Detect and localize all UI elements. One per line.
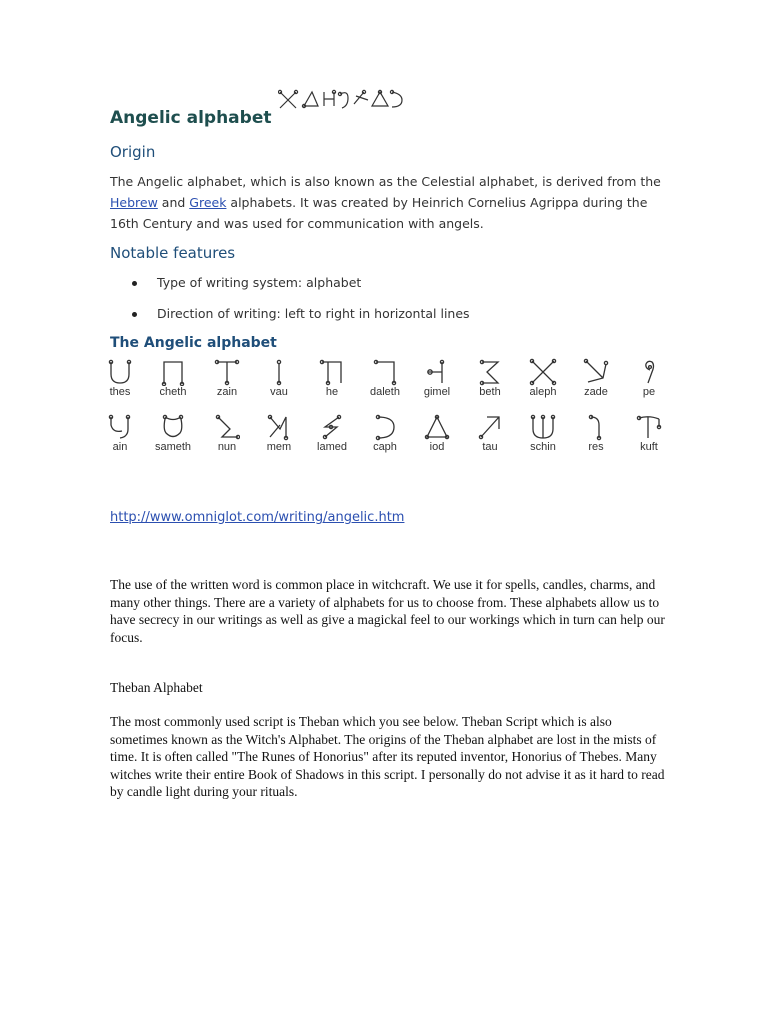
origin-paragraph [110,171,670,234]
list-item [110,272,470,303]
letter-name: gimel [423,386,451,398]
zade-glyph-icon [583,358,609,386]
letter-name: zade [584,386,608,398]
letter-name: sameth [154,441,192,453]
letter-name: tau [482,441,498,453]
aleph-glyph-icon [529,358,557,386]
res-glyph-icon [583,413,609,441]
letter-cell [95,413,145,454]
features-list [110,272,470,334]
bullet-icon [132,281,137,286]
origin-heading: Origin [110,143,156,161]
tau-glyph-icon [477,413,503,441]
features-heading: Notable features [110,244,236,262]
letter-cell [571,358,621,399]
letter-name: mem [266,441,292,453]
letter-cell [412,358,462,399]
origin-text-before: The Angelic alphabet, which is also known as the Celestial alphabet, is derived from the [110,174,661,189]
letter-cell [360,413,410,454]
letter-cell [254,413,304,454]
letter-name: kuft [640,441,658,453]
letter-name: schin [530,441,556,453]
pe-glyph-icon [636,358,662,386]
lamed-glyph-icon [319,413,345,441]
thes-glyph-icon [107,358,133,386]
letter-cell [307,413,357,454]
mem-glyph-icon [266,413,292,441]
letter-name: daleth [370,386,400,398]
schin-glyph-icon [529,413,557,441]
origin-text-and: and [157,195,190,210]
cheth-glyph-icon [160,358,186,386]
nun-glyph-icon [214,413,240,441]
letter-name: iod [429,441,445,453]
origin-text-after: alphabets. It was created by Heinrich Cornelius Agrippa during the 16th Century and was used for communication with angels. [110,195,648,231]
witchcraft-paragraph: The use of the written word is common place in witchcraft. We use it for spells, candles, charms, and many other things. There are a variety of alphabets for us to choose from. These alphabets allow us to have secrecy in our writings as well as give a magickal feel to our workings which in turn can help our focus. [110,577,665,645]
angelic-title-glyphs-icon [278,86,404,112]
kuft-glyph-icon [636,413,662,441]
caph-glyph-icon [372,413,398,441]
letter-cell [202,413,252,454]
page-title: Angelic alphabet [110,108,272,128]
letter-cell [624,358,674,399]
letter-cell [360,358,410,399]
vau-glyph-icon [266,358,292,386]
letter-cell [518,413,568,454]
letter-cell [465,413,515,454]
letter-name: res [588,441,604,453]
letter-cell [307,358,357,399]
letter-cell [148,358,198,399]
gimel-glyph-icon [424,358,450,386]
letter-cell [148,413,198,454]
theban-heading: Theban Alphabet [110,680,203,695]
feature-text: Type of writing system: alphabet [157,275,362,290]
letter-cell [571,413,621,454]
feature-text: Direction of writing: left to right in horizontal lines [157,306,470,321]
letter-name: vau [270,386,288,398]
letter-name: lamed [317,441,347,453]
letter-name: beth [479,386,501,398]
iod-glyph-icon [424,413,450,441]
ain-glyph-icon [107,413,133,441]
list-item [110,303,470,334]
letter-cell [624,413,674,454]
letter-name: he [325,386,339,398]
sameth-glyph-icon [160,413,186,441]
he-glyph-icon [319,358,345,386]
letter-name: pe [642,386,656,398]
beth-glyph-icon [477,358,503,386]
angelic-alphabet-table [108,358,668,468]
letter-cell [202,358,252,399]
source-link-row [110,510,404,525]
omniglot-link[interactable]: http://www.omniglot.com/writing/angelic.htm [110,510,405,525]
bullet-icon [132,312,137,317]
letter-name: ain [112,441,128,453]
letter-name: caph [373,441,397,453]
letter-cell [518,358,568,399]
letter-name: nun [217,441,237,453]
letter-name: zain [216,386,238,398]
letter-cell [465,358,515,399]
daleth-glyph-icon [372,358,398,386]
letter-name: thes [109,386,131,398]
letter-cell [95,358,145,399]
greek-link[interactable]: Greek [189,195,227,210]
zain-glyph-icon [214,358,240,386]
letter-name: aleph [529,386,557,398]
hebrew-link[interactable]: Hebrew [110,195,158,210]
letter-cell [254,358,304,399]
letter-cell [412,413,462,454]
alphabet-heading: The Angelic alphabet [110,335,277,351]
theban-paragraph: The most commonly used script is Theban which you see below. Theban Script which is also sometimes known as the Witch's Alphabet. The origins of the Theban alphabet are lost in the mists of time. It is often called "The Runes of Honorius" after its reputed inventor, Honorius of Thebes. Many witches write their entire Book of Shadows in this script. I personally do not advise it as it hard to read by candle light during your rituals. [110,714,665,799]
letter-name: cheth [159,386,187,398]
